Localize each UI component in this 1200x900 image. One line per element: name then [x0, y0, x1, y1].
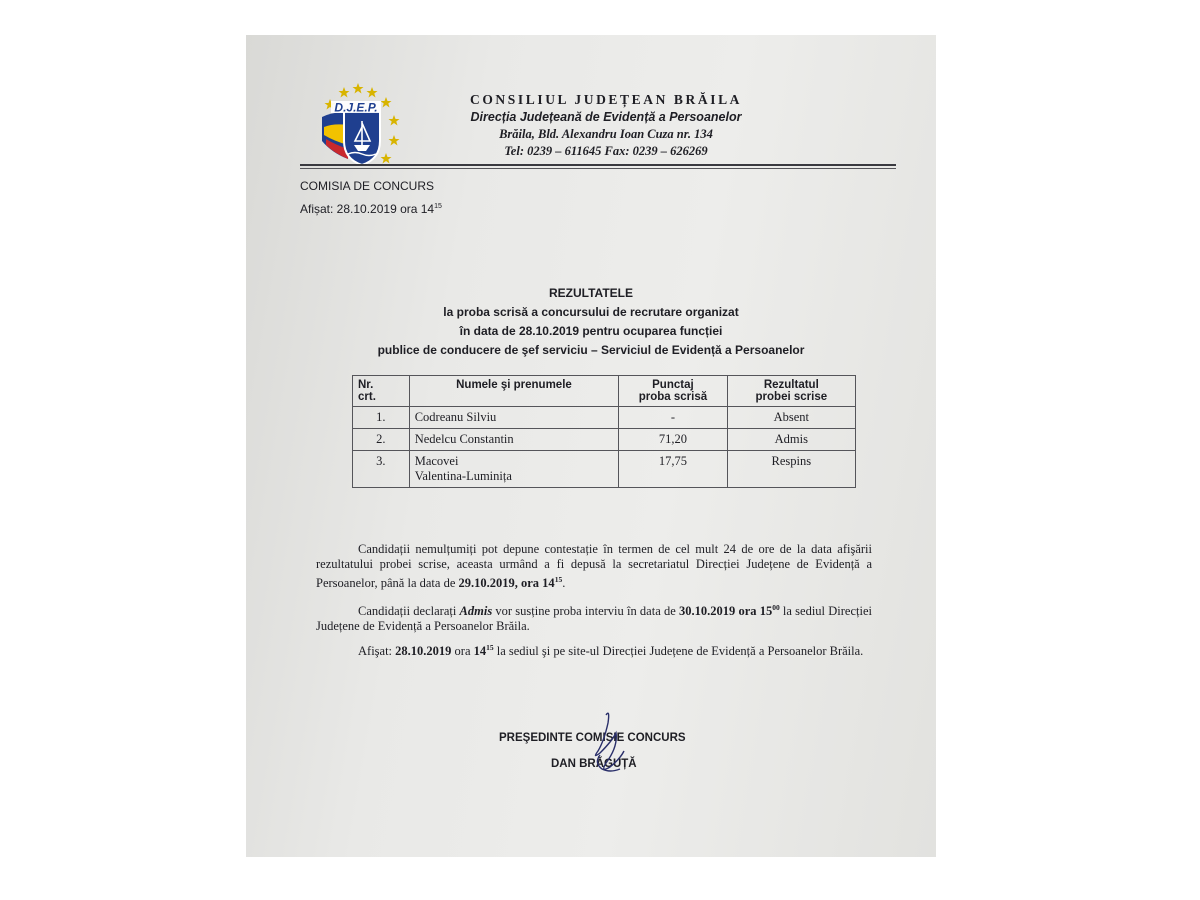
- svg-text:D.J.E.P.: D.J.E.P.: [334, 100, 378, 115]
- results-title: REZULTATELE: [549, 286, 633, 300]
- table-row: [353, 429, 856, 451]
- row-score: -: [619, 407, 727, 429]
- results-heading: [246, 284, 936, 360]
- header-result: Rezultatul probei scrise: [727, 376, 855, 407]
- djep-logo-icon: [314, 83, 410, 169]
- row-result: Admis: [727, 429, 855, 451]
- posting-paragraph: Afişat: 28.10.2019 ora $14^{15}$ la sediul şi pe site-ul Direcției Județene de Evidență a Persoanelor Brăila.: [358, 643, 864, 659]
- council-name: CONSILIUL JUDEȚEAN BRĂILA: [469, 92, 743, 107]
- row-nr: 2.: [353, 429, 410, 451]
- results-subtitle-3: publice de conducere de şef serviciu – Serviciul de Evidență a Persoanelor: [377, 343, 805, 357]
- row-result: Absent: [727, 407, 855, 429]
- header-divider-thin: [300, 168, 896, 169]
- row-nr: 3.: [353, 451, 410, 488]
- contact-phone-fax: Tel: 0239 – 611645 Fax: 0239 – 626269: [504, 144, 708, 158]
- contestation-paragraph: Candidații nemulțumiți pot depune contestație în termen de cel mult 24 de ore de la data afişării rezultatului probei scrise, aceasta urmând a fi depusă la secretariatul Direcției Județene de Evidență a Persoanelor, până la data de 29.10.2019, ora $14^{15}$.: [316, 542, 872, 591]
- row-name: Macovei Valentina-Luminița: [409, 451, 619, 488]
- results-subtitle-2: în data de 28.10.2019 pentru ocuparea funcției: [459, 324, 723, 338]
- header-score: Punctaj proba scrisă: [619, 376, 727, 407]
- row-result: Respins: [727, 451, 855, 488]
- results-table: [352, 375, 856, 488]
- directorate-name: Direcția Județeană de Evidență a Persoanelor: [470, 110, 742, 124]
- table-header-row: [353, 376, 856, 407]
- address: Brăila, Bld. Alexandru Ioan Cuza nr. 134: [499, 127, 713, 141]
- row-score: 71,20: [619, 429, 727, 451]
- header-nr: Nr. crt.: [353, 376, 410, 407]
- interview-paragraph: Candidații declarați Admis vor susține proba interviu în data de 30.10.2019 ora $15^{00}$ la sediul Direcției Județene de Evidență a Persoanelor Brăila.: [316, 603, 872, 634]
- signature-name: DAN BRĂGUȚĂ: [551, 758, 637, 770]
- signature-title: PREŞEDINTE COMISIE CONCURS: [499, 732, 686, 744]
- commission-label: COMISIA DE CONCURS: [300, 179, 435, 193]
- posted-date: Afișat: 28.10.2019 ora $14^{15}$: [300, 202, 442, 216]
- header-name: Numele şi prenumele: [409, 376, 619, 407]
- results-subtitle-1: la proba scrisă a concursului de recrutare organizat: [443, 305, 739, 319]
- handwritten-signature-icon: [576, 707, 646, 787]
- document-photo: [246, 35, 936, 857]
- row-nr: 1.: [353, 407, 410, 429]
- row-name: Nedelcu Constantin: [409, 429, 619, 451]
- row-score: 17,75: [619, 451, 727, 488]
- row-name: Codreanu Silviu: [409, 407, 619, 429]
- table-row: [353, 451, 856, 488]
- table-row: [353, 407, 856, 429]
- letterhead: [426, 92, 786, 160]
- header-divider: [300, 164, 896, 166]
